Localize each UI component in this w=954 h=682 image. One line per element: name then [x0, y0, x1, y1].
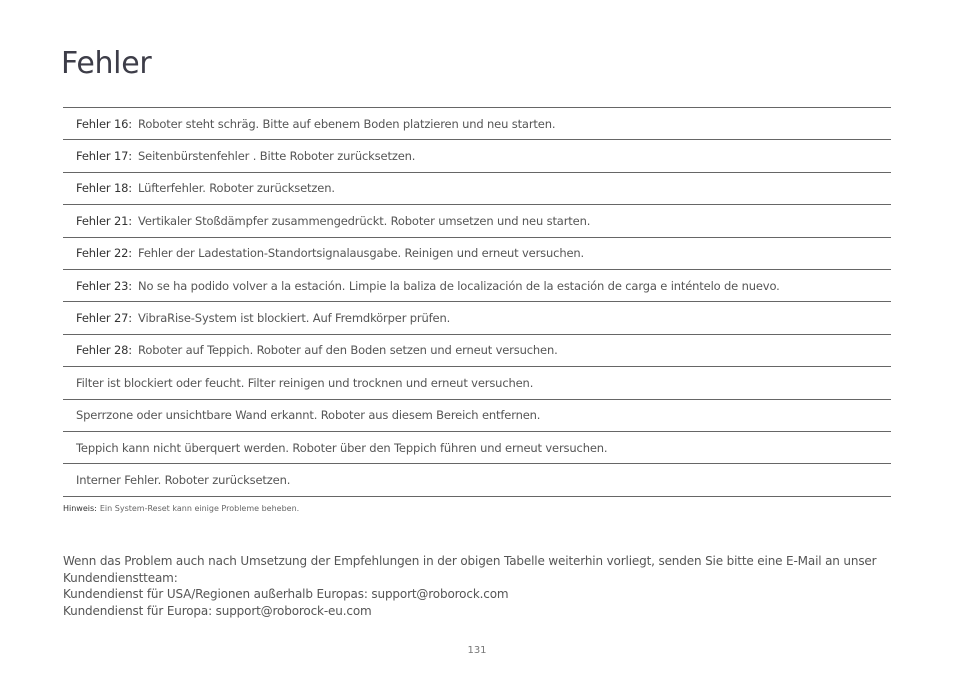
- table-row: [63, 270, 891, 302]
- table-row: [63, 238, 891, 270]
- error-code: Fehler 18:: [76, 181, 133, 196]
- error-message: Fehler der Ladestation-Standortsignalausgabe. Reinigen und erneut versuchen.: [138, 246, 585, 261]
- error-table: [63, 107, 891, 497]
- error-code: Fehler 16:: [76, 116, 133, 131]
- error-message: No se ha podido volver a la estación. Limpie la baliza de localización de la estación de carga e inténtelo de nuevo.: [138, 278, 780, 293]
- table-row: [63, 140, 891, 172]
- contact-line: Wenn das Problem auch nach Umsetzung der Empfehlungen in der obigen Tabelle weiterhin vorliegt, senden Sie bitte eine E-Mail an unser: [63, 554, 877, 568]
- error-message: Roboter steht schräg. Bitte auf ebenem Boden platzieren und neu starten.: [138, 116, 556, 131]
- hint-label: Hinweis:: [63, 504, 97, 513]
- table-row: [63, 432, 891, 464]
- error-message: VibraRise-System ist blockiert. Auf Fremdkörper prüfen.: [138, 311, 451, 326]
- error-message: Sperrzone oder unsichtbare Wand erkannt. Roboter aus diesem Bereich entfernen.: [76, 408, 541, 423]
- error-message: Seitenbürstenfehler . Bitte Roboter zurücksetzen.: [138, 149, 416, 164]
- page-number: 131: [467, 645, 487, 656]
- table-row: [63, 302, 891, 334]
- table-row: [63, 173, 891, 205]
- table-row: [63, 205, 891, 237]
- error-message: Roboter auf Teppich. Roboter auf den Boden setzen und erneut versuchen.: [138, 343, 558, 358]
- error-message: Interner Fehler. Roboter zurücksetzen.: [76, 472, 291, 487]
- error-message: Filter ist blockiert oder feucht. Filter reinigen und trocknen und erneut versuchen.: [76, 375, 534, 390]
- contact-europe: Kundendienst für Europa: support@roborock-eu.com: [63, 603, 372, 618]
- contact-usa: Kundendienst für USA/Regionen außerhalb Europas: support@roborock.com: [63, 587, 509, 601]
- error-message: Teppich kann nicht überquert werden. Roboter über den Teppich führen und erneut versuchen.: [76, 440, 608, 455]
- error-code: Fehler 17:: [76, 149, 133, 164]
- contact-line: Kundendienstteam:: [63, 570, 178, 585]
- table-row: [63, 367, 891, 399]
- hint-note: [63, 504, 299, 513]
- error-code: Fehler 21:: [76, 213, 133, 228]
- contact-info: [63, 553, 891, 619]
- page-title: Fehler: [61, 46, 152, 81]
- error-code: Fehler 22:: [76, 246, 133, 261]
- error-code: Fehler 27:: [76, 311, 133, 326]
- error-message: Lüfterfehler. Roboter zurücksetzen.: [138, 181, 335, 196]
- table-row: [63, 335, 891, 367]
- error-code: Fehler 23:: [76, 278, 133, 293]
- error-message: Vertikaler Stoßdämpfer zusammengedrückt. Roboter umsetzen und neu starten.: [138, 213, 591, 228]
- table-row: [63, 400, 891, 432]
- hint-text: Ein System-Reset kann einige Probleme beheben.: [99, 504, 300, 513]
- table-row: [63, 108, 891, 140]
- table-row: [63, 464, 891, 496]
- error-code: Fehler 28:: [76, 343, 133, 358]
